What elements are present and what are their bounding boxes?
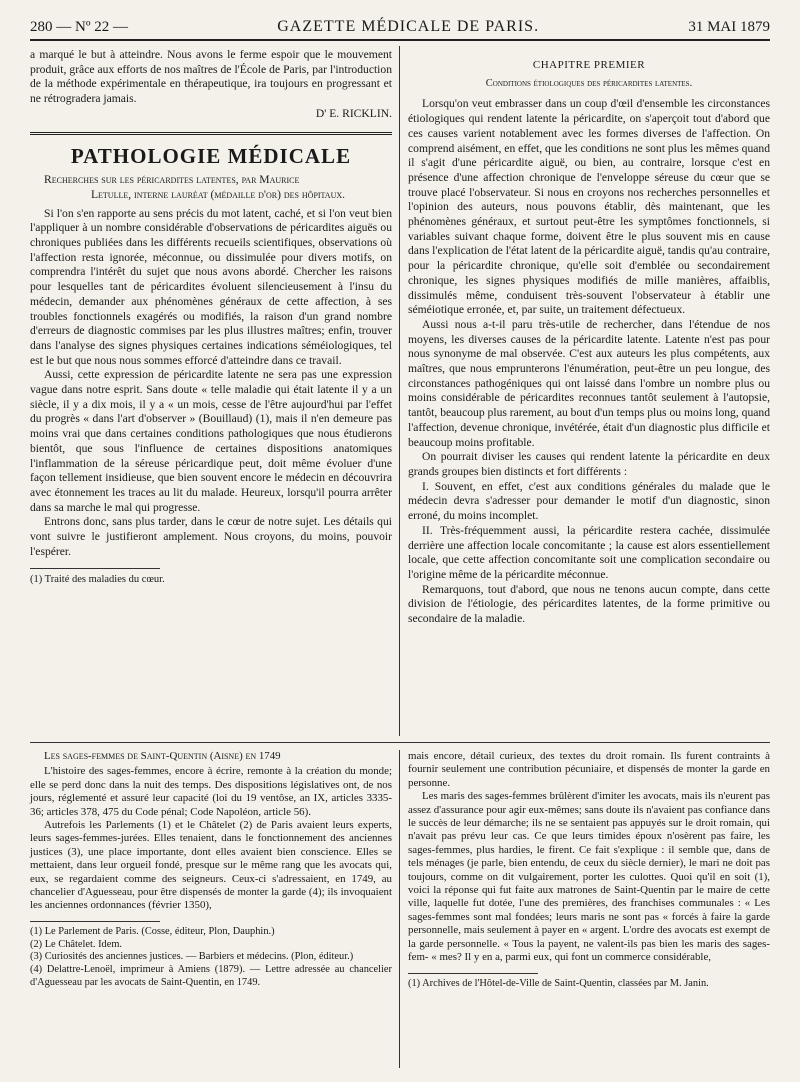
footnote: (1) Traité des maladies du cœur. bbox=[30, 573, 165, 585]
paragraph: Autrefois les Parlements (1) et le Châtelet (2) de Paris avaient leurs experts, leurs sages-femmes-jurées. Elles tenaient, dans le fonctionnement des anciennes justices (3), une place importante, dont elles avaient bien conscience. Elles se mettaient, dans leur orgueil fondé, presque sur le même rang que les avocats qui, eux, se regardaient comme des seigneurs. Ceux-ci s'adressaient, en 1749, au chancelier d'Aguesseau, pour être dispensés de monter la garde (4); ils invoquaient les anciennes ordonnances (février 1350), bbox=[30, 819, 392, 912]
paragraph: II. Très-fréquemment aussi, la péricardite restera cachée, dissimulée derrière une affection locale concomitante ; la cause est alors essentiellement locale, que cette affection concomitante soit une complication secondaire ou l'origine même de la péricardite méconnue. bbox=[408, 523, 770, 581]
footnote-rule bbox=[30, 921, 160, 922]
paragraph: Remarquons, tout d'abord, que nous ne tenons aucun compte, dans cette division de l'étiologie, des péricardites latentes, de la forme primitive ou secondaire de la maladie. bbox=[408, 582, 770, 626]
column-divider-bottom bbox=[399, 750, 400, 1068]
paragraph: Les maris des sages-femmes brûlèrent d'imiter les avocats, mais ils n'eurent pas assez d'assurance pour agir eux-mêmes; sans doute ils n'avaient pas confiance dans le succès de leur démarche; ils ne se sentaient pas appuyés sur le droit romain, qui n'avait pas prévu leur cas. Ce que leurs timides époux n'osèrent pas faire, les sages-femmes, plus hardies, le firent. Ce fait s'explique : il semble que, dans de tels ménages (je parle, bien entendu, de ceux du siècle dernier), le mari ne doit pas toujours, comme on dit vulgairement, porter les culottes. Quoi qu'il en soit (1), voici la réponse qui fut faite aux matrones de Saint-Quentin par le maire de cette ville, laquelle fut dotée, l'une des premières, des franchises communales : « Les sages-femmes sont mal fondées; leurs maris ne sont pas « forcés à faire la garde personnelle, mais seulement à payer en « argent. L'ordre des avocats est exempt de la garde personnelle. « Tous la payent, ne valent-ils pas bien les maris des sages-fem- « mes? Il y en a, parmi eux, qui font un commerce considérable, bbox=[408, 790, 770, 964]
footnote: (1) Archives de l'Hôtel-de-Ville de Saint-Quentin, classées par M. Janin. bbox=[408, 977, 709, 989]
paragraph: mais encore, détail curieux, des textes du droit romain. Ils furent contraints à fournir seulement une contribution pécuniaire, et dispensés de monter la garde en personne. bbox=[408, 750, 770, 789]
column-top-right bbox=[408, 48, 770, 627]
journal-title: GAZETTE MÉDICALE DE PARIS. bbox=[277, 18, 540, 35]
footnotes bbox=[408, 978, 770, 991]
article-heading: Les sages-femmes de Saint-Quentin (Aisne) en 1749 bbox=[44, 750, 281, 762]
column-bottom-right bbox=[408, 750, 770, 990]
footnote: (4) Delattre-Lenoël, imprimeur à Amiens (1879). — Lettre adressée au chancelier d'Aguesseau par les avocats de Saint-Quentin, en 1749. bbox=[30, 964, 392, 989]
footnote-rule bbox=[408, 973, 538, 974]
footnote: (2) Le Châtelet. Idem. bbox=[30, 938, 123, 950]
paragraph: I. Souvent, en effet, c'est aux conditions générales du malade que le médecin devra s'adresser pour demander le motif d'un diagnostic, sinon erroné, du moins incomplet. bbox=[408, 479, 770, 523]
continuation-paragraph: a marqué le but à atteindre. Nous avons le ferme espoir que le mouvement produit, grâce aux efforts de nos maîtres de l'École de Paris, par l'introduction de la méthode expérimentale en thérapeutique, ira toujours en progressant et ne rétrogradera jamais. bbox=[30, 48, 392, 106]
column-divider-top bbox=[399, 46, 400, 736]
section-divider bbox=[30, 742, 770, 743]
double-rule bbox=[30, 132, 392, 135]
page-header bbox=[30, 10, 770, 41]
paragraph: Aussi nous a-t-il paru très-utile de rechercher, dans l'étendue de nos moyens, les diverses causes de la péricardite latente. Latente n'est pas pour nous synonyme de mal observée. C'est aux auteurs les plus compétents, aux maîtres, que nous emprunterons l'énumération, peut-être un peu longue, des circonstances pathogéniques qui ont laissé dans l'ombre un nombre plus ou moins considérable de péricardites reconnues tantôt seulement à l'autopsie, tantôt, beaucoup plus rarement, au bout d'un temps plus ou moins long, quand l'affection, devenue chronique, invétérée, était d'un diagnostic plus difficile et beaucoup moins profitable. bbox=[408, 317, 770, 449]
paragraph: Aussi, cette expression de péricardite latente ne sera pas une expression vague dans notre esprit. Sans doute « telle maladie qui était latente il y a un siècle, il y a dix mois, il y a « un mois, cesse de l'être aujourd'hui par l'effet du progrès « dans l'art d'observer » (Bouillaud) (1), mais il n'en demeure pas moins vrai que dans certaines conditions pathologiques que nous étudierons bientôt, que sous l'influence de certaines dispositions anatomiques l'inflammation de la séreuse péricardique peut, doit même évoluer d'une façon tellement insidieuse, que bien souvent encore le médecin en découvrira avec étonnement les traces au lit du malade. Heureux, lorsqu'il pourra arrêter dans sa marche le mal qui progresse. bbox=[30, 368, 392, 514]
paragraph: On pourrait diviser les causes qui rendent latente la péricardite en deux grands groupes bien distincts et fort différents : bbox=[408, 450, 770, 478]
footnotes bbox=[30, 926, 392, 990]
footnote: (1) Le Parlement de Paris. (Cosse, éditeur, Plon, Dauphin.) bbox=[30, 925, 275, 937]
author-signature: D' E. RICKLIN. bbox=[315, 106, 392, 120]
section-title: PATHOLOGIE MÉDICALE bbox=[70, 143, 352, 168]
paragraph: Si l'on s'en rapporte au sens précis du mot latent, caché, et si l'on veut bien l'appliquer à un nombre considérable d'observations de péricardites aiguës ou chroniques publiées dans les différents recueils scientifiques, observations où l'affection resta ignorée, méconnue, ou dissimulée pour divers motifs, on comprendra l'intérêt du sujet que nous avons abordé. Chercher les raisons pour lesquelles tant de péricardites évoluent silencieusement à l'insu du médecin, demander aux phénomènes généraux de cette affection, à ses troubles fonctionnels exagérés ou modifiés, la raison d'un grand nombre d'erreurs de diagnostic commises par les plus illustres maîtres; enfin, trouver dans l'analyse des signes physiques certaines indications séméiologiques, tel est le but que nous nous sommes efforcé d'atteindre dans ce travail. bbox=[30, 206, 392, 367]
article-heading bbox=[30, 173, 392, 202]
page-number: 280 — Nº 22 — bbox=[30, 19, 128, 35]
article-heading-line1: Recherches sur les péricardites latentes, par Maurice bbox=[44, 173, 300, 187]
issue-date: 31 MAI 1879 bbox=[688, 19, 770, 35]
paragraph: Entrons donc, sans plus tarder, dans le cœur de notre sujet. Les détails qui vont suivre le justifieront amplement. Nous croyons, du moins, pouvoir l'espérer. bbox=[30, 515, 392, 558]
column-top-left bbox=[30, 48, 392, 587]
chapter-subtitle: Conditions étiologiques des péricardites latentes. bbox=[485, 77, 693, 89]
footnote-rule bbox=[30, 568, 160, 569]
footnote: (3) Curiosités des anciennes justices. — Barbiers et médecins. (Plon, éditeur.) bbox=[30, 951, 354, 963]
article-heading-line2: Letulle, interne lauréat (médaille d'or) des hôpitaux. bbox=[90, 187, 346, 201]
column-bottom-left bbox=[30, 750, 392, 990]
paragraph: Lorsqu'on veut embrasser dans un coup d'œil d'ensemble les circonstances étiologiques qui rendent latente la péricardite, on s'aperçoit tout d'abord que ces causes varient notablement avec les formes diverses de l'affection. On comprend aisément, en effet, que les conditions ne sont plus les mêmes quand il s'agit d'une péricardite aiguë, ou bien, au contraire, lorsque c'est en présence d'une affection chronique de l'enveloppe séreuse du cœur que se trouve placé l'observateur. Si nous en croyons nos recherches personnelles et l'opinion des auteurs, nous pouvons établir, dès maintenant, que les phénomènes généraux, et surtout peut-être les symptômes fonctionnels, si variables suivant chaque forme, doivent être le plus souvent mis en cause dans l'explication de l'état latent de la péricardite aiguë, tandis qu'au contraire, pour la péricardite chronique, qu'elle soit d'emblée ou secondairement chronique, les signes physiques modifiés de mille manières, affaiblis, dissimulés même, conduisent très-souvent l'observateur à établir une séméiotique erronée, et, par suite, un traitement défectueux. bbox=[408, 97, 770, 317]
chapter-title: CHAPITRE PREMIER bbox=[532, 59, 646, 71]
paragraph: L'histoire des sages-femmes, encore à écrire, remonte à la création du monde; elle se perd donc dans la nuit des temps. Des dispositions législatives ont, de nos jours, réglementé et assuré leur capacité (loi du 19 ventôse, an IX, articles 3335-36; articles 378, 475 du Code pénal; Code Napoléon, article 56). bbox=[30, 765, 392, 818]
